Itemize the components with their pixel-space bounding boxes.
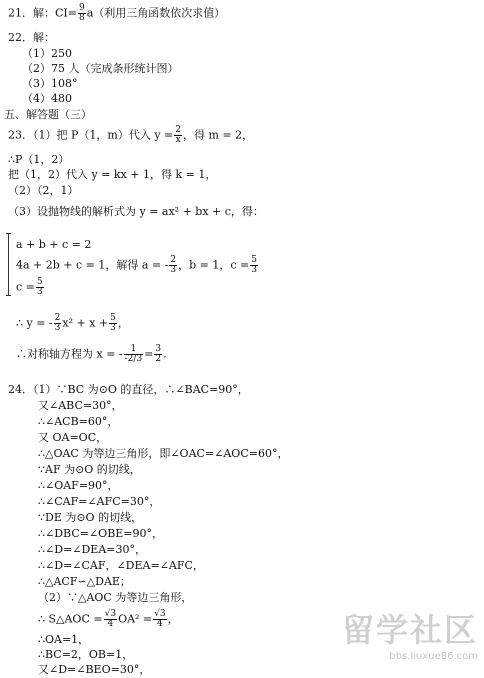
q24-line-11: ∴∠D=∠DEA=30°，: [38, 543, 146, 556]
q24-line-17: 又∠D=∠BEO=30°，: [38, 663, 151, 676]
q23-line-1: 23．（1）把 P（1，m）代入 y = $\frac{2}{x}$ ，得 m = 2，: [8, 125, 254, 145]
q24-line-13: ∴△ACF∽△DAE；: [38, 575, 131, 588]
q24-line-8: ∴∠CAF=∠AFC=30°，: [38, 495, 161, 508]
q24-line-2: 又∠ABC=30°，: [38, 399, 123, 412]
equation-brace: [8, 233, 13, 296]
q23-line-5: （3）设抛物线的解析式为 y = ax² + bx + c，得：: [8, 205, 264, 218]
q24-line-15: ∴OA=1，: [38, 633, 90, 646]
q21-fraction: $\frac{9}{8}$: [78, 3, 85, 23]
q24-line-12: ∴∠D=∠CAF，∠DEA=∠AFC，: [38, 559, 204, 572]
q24-line-7: ∴∠OAF=90°，: [38, 479, 119, 492]
q24-line-4: 又 OA=OC，: [38, 431, 108, 444]
q24-area: ∴ S△AOC = $\frac{√3}{4}$ OA² = $\frac{√3}{4}$ ，: [38, 609, 179, 629]
q23-system-1: a + b + c = 2: [16, 238, 92, 251]
q21-text-post: a（利用三角函数依次求值）: [86, 6, 226, 20]
q23-line-3: 把（1，2）代入 y = kx + 1，得 k = 1，: [8, 168, 217, 181]
q23-system-2: 4a + 2b + c = 1，解得 a = - $\frac{2}{3}$ ，b = 1，c = $\frac{5}{3}$: [16, 255, 257, 275]
q22-title: 22．解：: [8, 31, 55, 44]
watermark-text: 留学社区: [341, 611, 478, 649]
q23-result: ∴ y = - $\frac{2}{3}$ x² + x + $\frac{5}{3}$ ，: [16, 313, 129, 333]
q24-line-10: ∴∠DBC=∠OBE=90°，: [38, 527, 164, 540]
q24-line-16: ∴BC=2，OB=1，: [38, 648, 134, 661]
watermark-url: bbs.liuxue86.com: [389, 651, 478, 662]
watermark-logo: [328, 610, 478, 670]
q23-axis: ∴对称轴方程为 x = - $\frac{1}{-2/3}$ = $\frac{3}{2}$ .: [16, 344, 167, 364]
q23-fraction-1: $\frac{2}{x}$: [175, 125, 181, 145]
q23-system-3: c = $\frac{5}{3}$: [16, 277, 43, 297]
q24-line-5: ∴△OAC 为等边三角形，即∠OAC=∠AOC=60°，: [38, 447, 289, 460]
q24-line-3: ∴∠ACB=60°，: [38, 415, 119, 428]
q21-text: 21．解：CI=: [8, 6, 77, 20]
section-title: 五、解答题（三）: [4, 108, 92, 121]
q21-line: [8, 4, 225, 23]
q22-item-2: （2）75 人（完成条形统计图）: [22, 62, 179, 75]
q22-item-1: （1）250: [22, 47, 72, 60]
q24-line-1: 24．（1）∵BC 为⊙O 的直径，∴∠BAC=90°，: [8, 383, 249, 396]
q22-item-4: （4）480: [22, 92, 72, 105]
q24-line-9: ∵DE 为⊙O 的切线，: [38, 511, 143, 524]
q23-line-2: ∴P（1，2）: [8, 153, 70, 166]
q23-line-4: （2）（2，1）: [8, 184, 79, 197]
q24-line-6: ∵AF 为⊙O 的切线，: [38, 463, 141, 476]
q22-item-3: （3）108°: [22, 77, 78, 90]
q24-line-14: （2）∵△AOC 为等边三角形，: [38, 591, 193, 604]
